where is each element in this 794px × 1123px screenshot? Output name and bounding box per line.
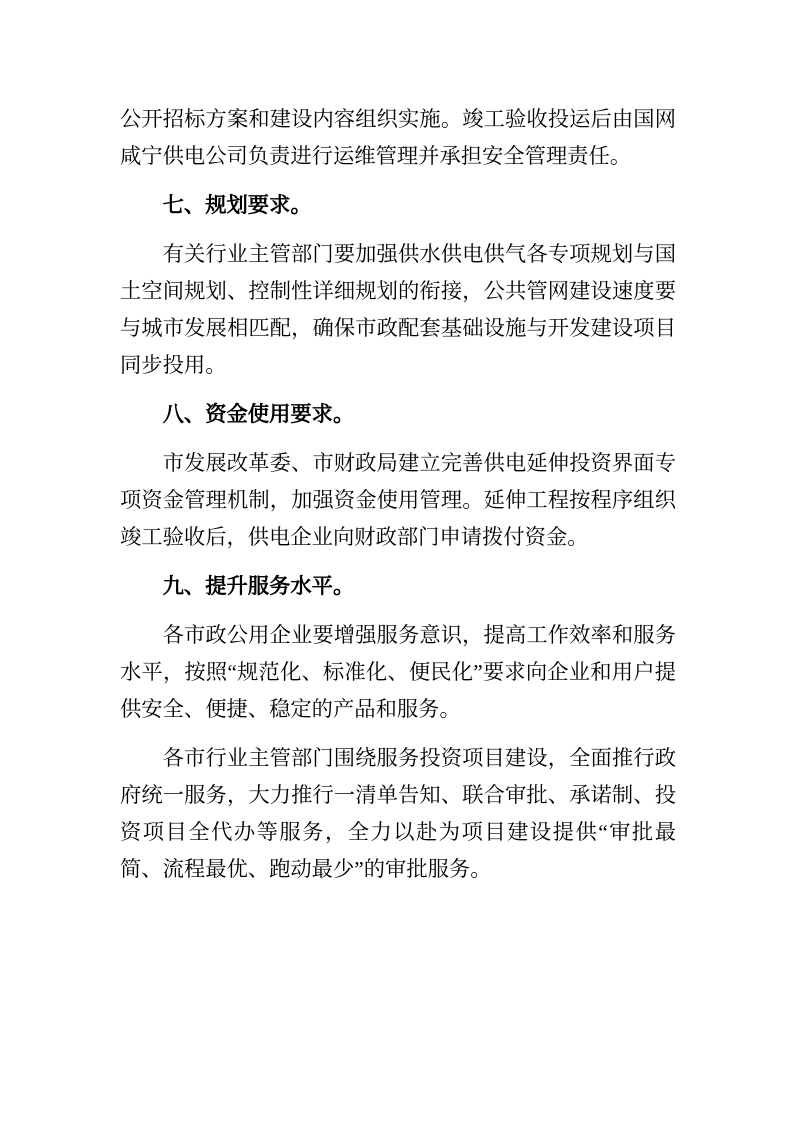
section-planning-paragraph: 有关行业主管部门要加强供水供电供气各专项规划与国土空间规划、控制性详细规划的衔接，公共管网建设速度要与城市发展相匹配，确保市政配套基础设施与开发建设项目同步投用。 bbox=[120, 242, 676, 377]
section-funds-paragraph: 市发展改革委、市财政局建立完善供电延伸投资界面专项资金管理机制，加强资金使用管理。延伸工程按程序组织竣工验收后，供电企业向财政部门申请拨付资金。 bbox=[120, 451, 676, 549]
section-service-paragraph-2: 各市行业主管部门围绕服务投资项目建设，全面推行政府统一服务，大力推行一清单告知、联合审批、承诺制、投资项目全代办等服务，全力以赴为项目建设提供“审批最简、流程最优、跑动最少”的审批服务。 bbox=[120, 746, 676, 881]
section-heading-service: 九、提升服务水平。 bbox=[162, 574, 355, 598]
section-service-paragraph-1: 各市政公用企业要增强服务意识，提高工作效率和服务水平，按照“规范化、标准化、便民化”要求向企业和用户提供安全、便捷、稳定的产品和服务。 bbox=[120, 623, 676, 721]
section-heading-planning: 七、规划要求。 bbox=[162, 193, 312, 217]
section-heading-funds: 八、资金使用要求。 bbox=[162, 402, 355, 426]
intro-paragraph: 公开招标方案和建设内容组织实施。竣工验收投运后由国网咸宁供电公司负责进行运维管理并承担安全管理责任。 bbox=[120, 107, 676, 168]
